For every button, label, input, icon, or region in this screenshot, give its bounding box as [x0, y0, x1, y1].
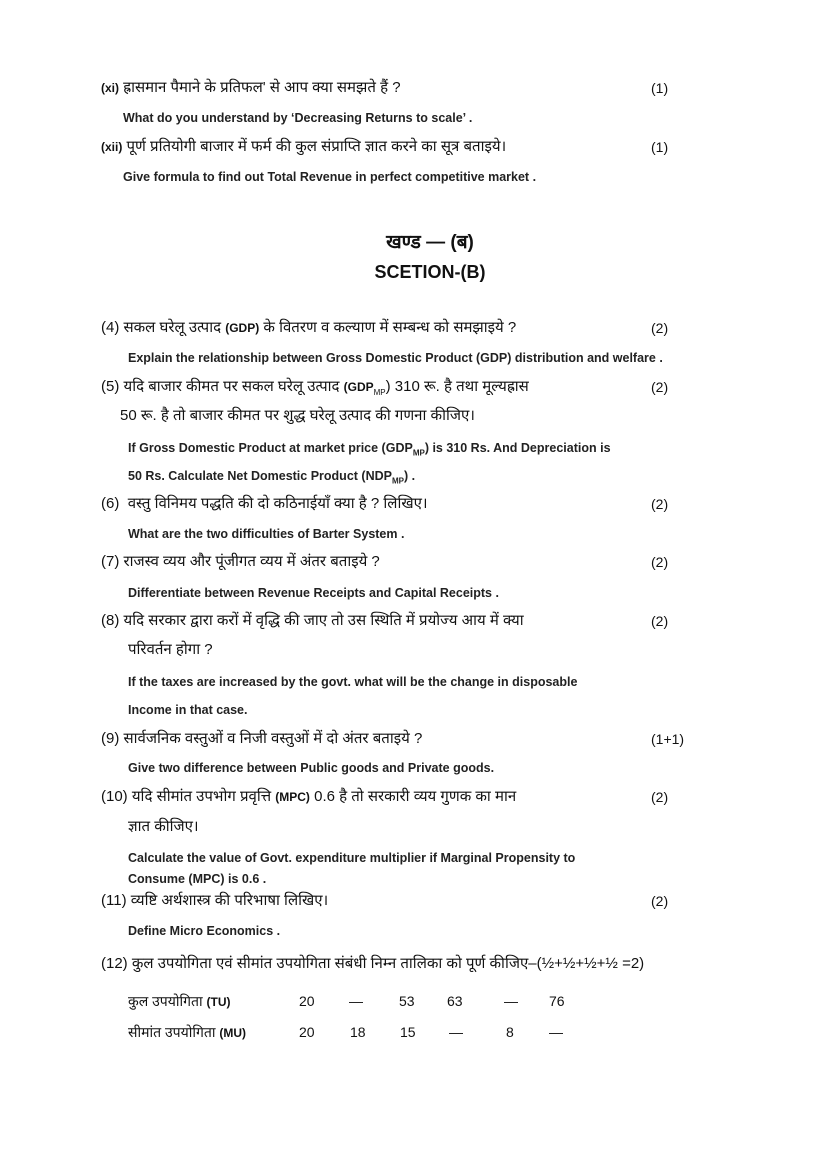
question-text: 0.6 है तो सरकारी व्यय गुणक का मान [314, 788, 517, 805]
question-4-english: Explain the relationship between Gross Domestic Product (GDP) distribution and welfare . [128, 351, 663, 365]
table-row-label [128, 1022, 246, 1043]
question-text: ह्रासमान पैमाने के प्रतिफल' से आप क्या समझते हैं ? [123, 79, 401, 96]
question-text: व्यष्टि अर्थशास्त्र की परिभाषा लिखिए। [130, 892, 329, 909]
text: If Gross Domestic Product at market price (GDP [128, 441, 413, 455]
question-6-english: What are the two difficulties of Barter System . [128, 527, 405, 541]
table-cell: 18 [350, 1024, 366, 1040]
subscript: MP [373, 388, 386, 397]
table-cell: 15 [400, 1024, 416, 1040]
question-text: राजस्व व्यय और पूंजीगत व्यय में अंतर बताइये ? [123, 553, 380, 570]
abbr: (GDP [343, 380, 374, 394]
table-cell: 63 [447, 993, 463, 1009]
question-xii-english: Give formula to find out Total Revenue in perfect competitive market . [123, 170, 537, 184]
question-4-hindi [101, 318, 516, 338]
question-text: यदि सरकार द्वारा करों में वृद्धि की जाए तो उस स्थिति में प्रयोज्य आय में क्या [123, 612, 524, 629]
question-xi-hindi [101, 78, 401, 98]
question-7-english: Differentiate between Revenue Receipts and Capital Receipts . [128, 586, 499, 600]
text: 50 Rs. Calculate Net Domestic Product (NDP [128, 469, 392, 483]
question-8-english-2: Income in that case. [128, 703, 248, 717]
question-10-hindi [101, 787, 516, 807]
table-cell: — [504, 993, 518, 1009]
abbr: (MPC) [275, 790, 310, 804]
question-number: (9) [101, 730, 120, 747]
table-row-label [128, 991, 231, 1012]
label: सीमांत उपयोगिता [128, 1024, 216, 1040]
question-number: (10) [101, 788, 128, 805]
question-8-english-1: If the taxes are increased by the govt. what will be the change in disposable [128, 675, 578, 689]
question-number: (11) [101, 892, 127, 909]
subscript: MP [391, 476, 404, 486]
question-number: (7) [101, 553, 120, 570]
question-11-hindi [101, 891, 328, 911]
question-number: (xii) [101, 140, 123, 154]
abbr: (TU) [206, 995, 231, 1009]
subscript: MP [412, 448, 425, 458]
abbr: (GDP) [225, 321, 260, 335]
question-11-english: Define Micro Economics . [128, 924, 281, 938]
marks: (2) [651, 320, 669, 336]
marks: (1) [651, 139, 669, 155]
question-number: (4) [101, 319, 120, 336]
table-cell: 20 [299, 993, 315, 1009]
question-number: (5) [101, 378, 120, 395]
question-xii-hindi [101, 137, 506, 157]
marks: (2) [651, 893, 669, 909]
question-number: (8) [101, 612, 120, 629]
marks: (2) [651, 379, 669, 395]
marks: (2) [651, 789, 669, 805]
question-10-hindi-cont: ज्ञात कीजिए। [128, 818, 199, 835]
question-text: ) 310 रू. है तथा मूल्यह्रास [385, 378, 529, 395]
question-xi-english: What do you understand by ‘Decreasing Returns to scale’ . [123, 111, 473, 125]
question-text: कुल उपयोगिता एवं सीमांत उपयोगिता संबंधी निम्न तालिका को पूर्ण कीजिए–(½+½+½+½ =2) [131, 955, 645, 972]
marks: (2) [651, 554, 669, 570]
marks: (1) [651, 80, 669, 96]
text: ) is 310 Rs. And Depreciation is [424, 441, 611, 455]
marks: (2) [651, 496, 669, 512]
question-text: पूर्ण प्रतियोगी बाजार में फर्म की कुल संप्राप्ति ज्ञात करने का सूत्र बताइये। [126, 138, 507, 155]
table-cell: — [449, 1024, 463, 1040]
question-5-hindi-cont: 50 रू. है तो बाजार कीमत पर शुद्ध घरेलू उत्पाद की गणना कीजिए। [120, 407, 475, 424]
question-8-hindi [101, 611, 524, 631]
text: ) . [403, 469, 416, 483]
question-7-hindi [101, 552, 380, 572]
question-9-english: Give two difference between Public goods and Private goods. [128, 761, 495, 775]
question-number: (12) [101, 955, 128, 972]
table-cell: 76 [549, 993, 565, 1009]
section-heading-hindi: खण्ड — (ब) [386, 232, 474, 253]
question-10-english-1: Calculate the value of Govt. expenditure multiplier if Marginal Propensity to [128, 851, 576, 865]
question-number: (6) [101, 495, 120, 512]
question-number: (xi) [101, 81, 119, 95]
question-text: सकल घरेलू उत्पाद [123, 319, 222, 336]
question-5-hindi [101, 377, 529, 403]
question-text: सार्वजनिक वस्तुओं व निजी वस्तुओं में दो अंतर बताइये ? [123, 730, 423, 747]
table-cell: — [549, 1024, 563, 1040]
question-text: के वितरण व कल्याण में सम्बन्ध को समझाइये ? [263, 319, 517, 336]
question-10-english-2: Consume (MPC) is 0.6 . [128, 872, 267, 886]
table-cell: 53 [399, 993, 415, 1009]
table-cell: 8 [506, 1024, 514, 1040]
question-text: यदि बाजार कीमत पर सकल घरेलू उत्पाद [123, 378, 340, 395]
question-9-hindi [101, 729, 422, 749]
label: कुल उपयोगिता [128, 993, 203, 1009]
abbr: (MU) [219, 1026, 246, 1040]
question-6-hindi [101, 494, 428, 514]
marks: (2) [651, 613, 669, 629]
marks: (1+1) [651, 731, 685, 747]
question-text: वस्तु विनिमय पद्धति की दो कठिनाईयाँ क्या है ? लिखिए। [127, 495, 428, 512]
question-text: यदि सीमांत उपभोग प्रवृत्ति [131, 788, 272, 805]
question-5-english-2 [128, 466, 415, 492]
table-cell: 20 [299, 1024, 315, 1040]
section-heading-english: SCETION-(B) [374, 262, 486, 282]
table-cell: — [349, 993, 363, 1009]
question-8-hindi-cont: परिवर्तन होगा ? [128, 641, 213, 658]
question-5-english-1 [128, 438, 611, 464]
question-12-hindi [101, 954, 644, 974]
